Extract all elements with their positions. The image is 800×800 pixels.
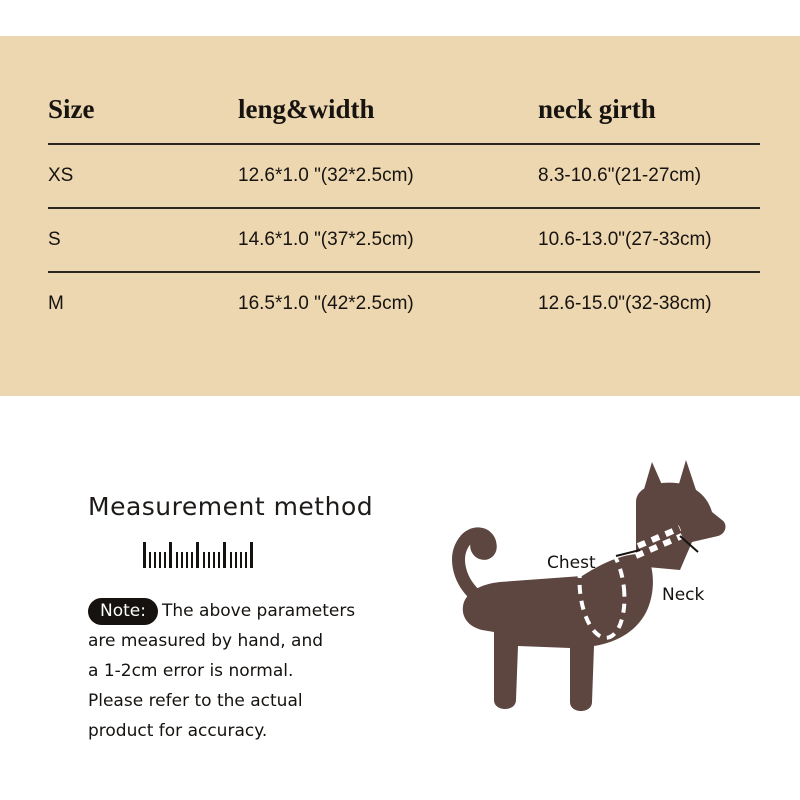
measurement-title: Measurement method [88, 492, 374, 521]
size-table-header [48, 94, 760, 144]
note-line-2: are measured by hand, and [88, 631, 324, 651]
table-row [48, 144, 760, 208]
cell-size: XS [48, 165, 74, 186]
size-table-body [48, 144, 760, 335]
table-row [48, 272, 760, 335]
cell-neck-girth: 12.6-15.0"(32-38cm) [538, 293, 712, 314]
measurement-info-panel [0, 430, 800, 770]
size-table [48, 94, 760, 335]
dog-silhouette-icon [430, 450, 770, 750]
table-row [48, 208, 760, 272]
chest-label: Chest [547, 553, 596, 573]
note-badge: Note: [88, 598, 158, 625]
note-line-1: The above parameters [162, 601, 356, 621]
ruler-icon [143, 540, 267, 568]
cell-neck-girth: 8.3-10.6"(21-27cm) [538, 165, 702, 186]
cell-neck-girth: 10.6-13.0"(27-33cm) [538, 229, 712, 250]
dog-measurement-diagram [430, 450, 770, 750]
note-line-5: product for accuracy. [88, 721, 268, 741]
size-table-panel [0, 36, 800, 396]
neck-label: Neck [662, 585, 705, 605]
cell-length-width: 16.5*1.0 "(42*2.5cm) [238, 293, 414, 314]
cell-size: S [48, 229, 61, 250]
note-line-4: Please refer to the actual [88, 691, 303, 711]
cell-length-width: 12.6*1.0 "(32*2.5cm) [238, 165, 414, 186]
header-length-width: leng&width [238, 94, 375, 124]
header-size: Size [48, 94, 95, 124]
note-line-3: a 1-2cm error is normal. [88, 661, 294, 681]
cell-length-width: 14.6*1.0 "(37*2.5cm) [238, 229, 414, 250]
table-header-row [48, 94, 760, 144]
cell-size: M [48, 293, 64, 314]
header-neck-girth: neck girth [538, 94, 656, 124]
